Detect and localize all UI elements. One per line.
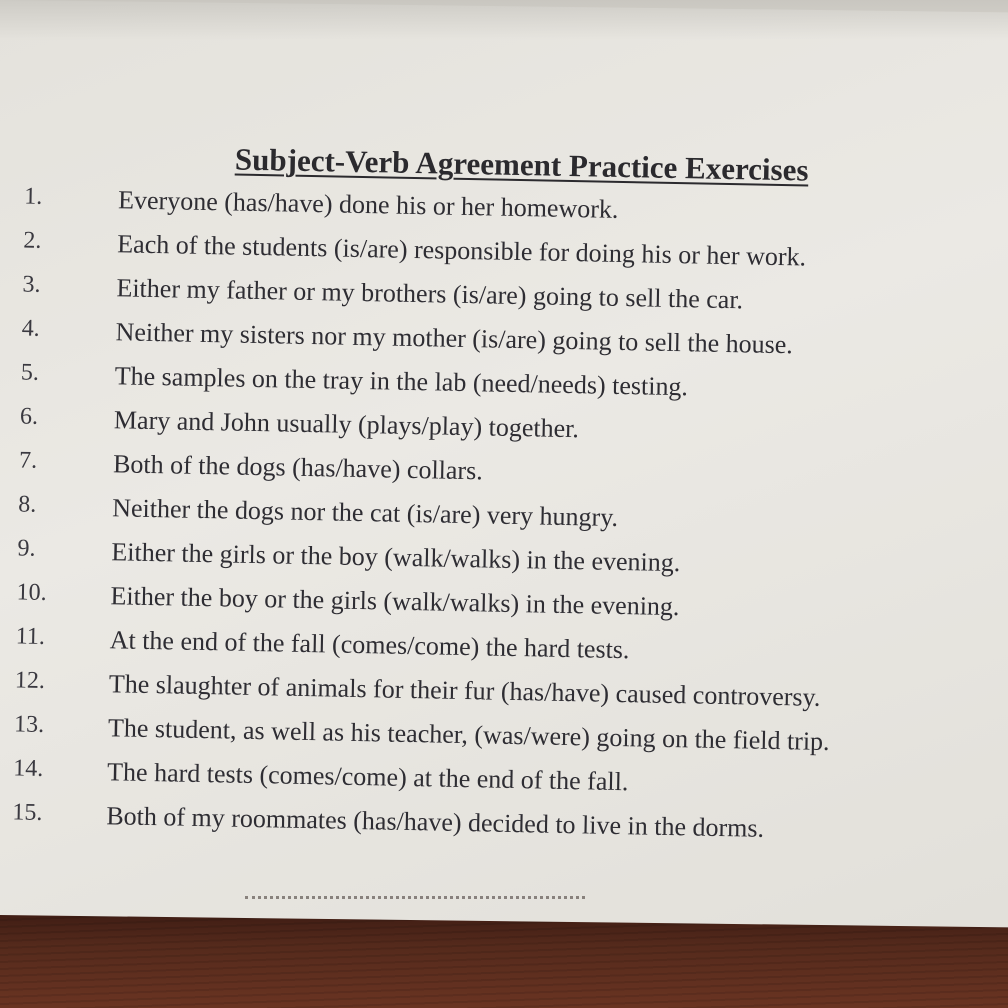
exercise-sentence: Neither the dogs nor the cat (is/are) very hungry. xyxy=(111,493,619,532)
exercise-number: 12. xyxy=(14,667,46,694)
exercise-sentence: The student, as well as his teacher, (was/were) going on the field trip. xyxy=(107,713,830,757)
exercise-sentence: Mary and John usually (plays/play) together. xyxy=(113,405,580,444)
exercise-sentence: Either the girls or the boy (walk/walks) in the evening. xyxy=(111,537,681,578)
exercise-number: 3. xyxy=(22,271,41,298)
exercise-sentence: The samples on the tray in the lab (need/needs) testing. xyxy=(114,361,689,402)
worksheet-title: Subject-Verb Agreement Practice Exercises xyxy=(234,141,809,188)
exercise-sentence: Either my father or my brothers (is/are) going to sell the car. xyxy=(116,273,744,315)
exercise-sentence: Each of the students (is/are) responsible for doing his or her work. xyxy=(117,229,807,272)
exercise-sentence: The slaughter of animals for their fur (has/have) caused controversy. xyxy=(108,669,821,712)
exercise-number: 11. xyxy=(15,623,46,650)
exercise-number: 2. xyxy=(23,227,42,254)
exercise-number: 6. xyxy=(19,403,39,430)
exercise-number: 13. xyxy=(13,711,45,738)
exercise-number: 7. xyxy=(18,447,38,474)
exercise-sentence: The hard tests (comes/come) at the end of the fall. xyxy=(106,757,629,797)
exercise-sentence: Both of the dogs (has/have) collars. xyxy=(112,449,484,486)
exercise-sentence: Both of my roommates (has/have) decided to live in the dorms. xyxy=(106,801,765,843)
exercise-sentence: At the end of the fall (comes/come) the hard tests. xyxy=(109,625,630,665)
exercise-number: 8. xyxy=(18,491,37,518)
exercise-number: 15. xyxy=(12,799,43,826)
exercise-number: 5. xyxy=(20,359,40,386)
exercise-number: 4. xyxy=(21,315,40,342)
exercise-number: 1. xyxy=(23,183,43,210)
exercise-sentence: Everyone (has/have) done his or her homework. xyxy=(117,185,619,224)
exercise-number: 9. xyxy=(17,535,36,562)
exercise-sentence: Either the boy or the girls (walk/walks) in the evening. xyxy=(110,581,680,622)
exercise-number: 10. xyxy=(16,579,47,607)
exercise-number: 14. xyxy=(13,755,44,782)
exercise-sentence: Neither my sisters nor my mother (is/are) going to sell the house. xyxy=(115,317,794,360)
